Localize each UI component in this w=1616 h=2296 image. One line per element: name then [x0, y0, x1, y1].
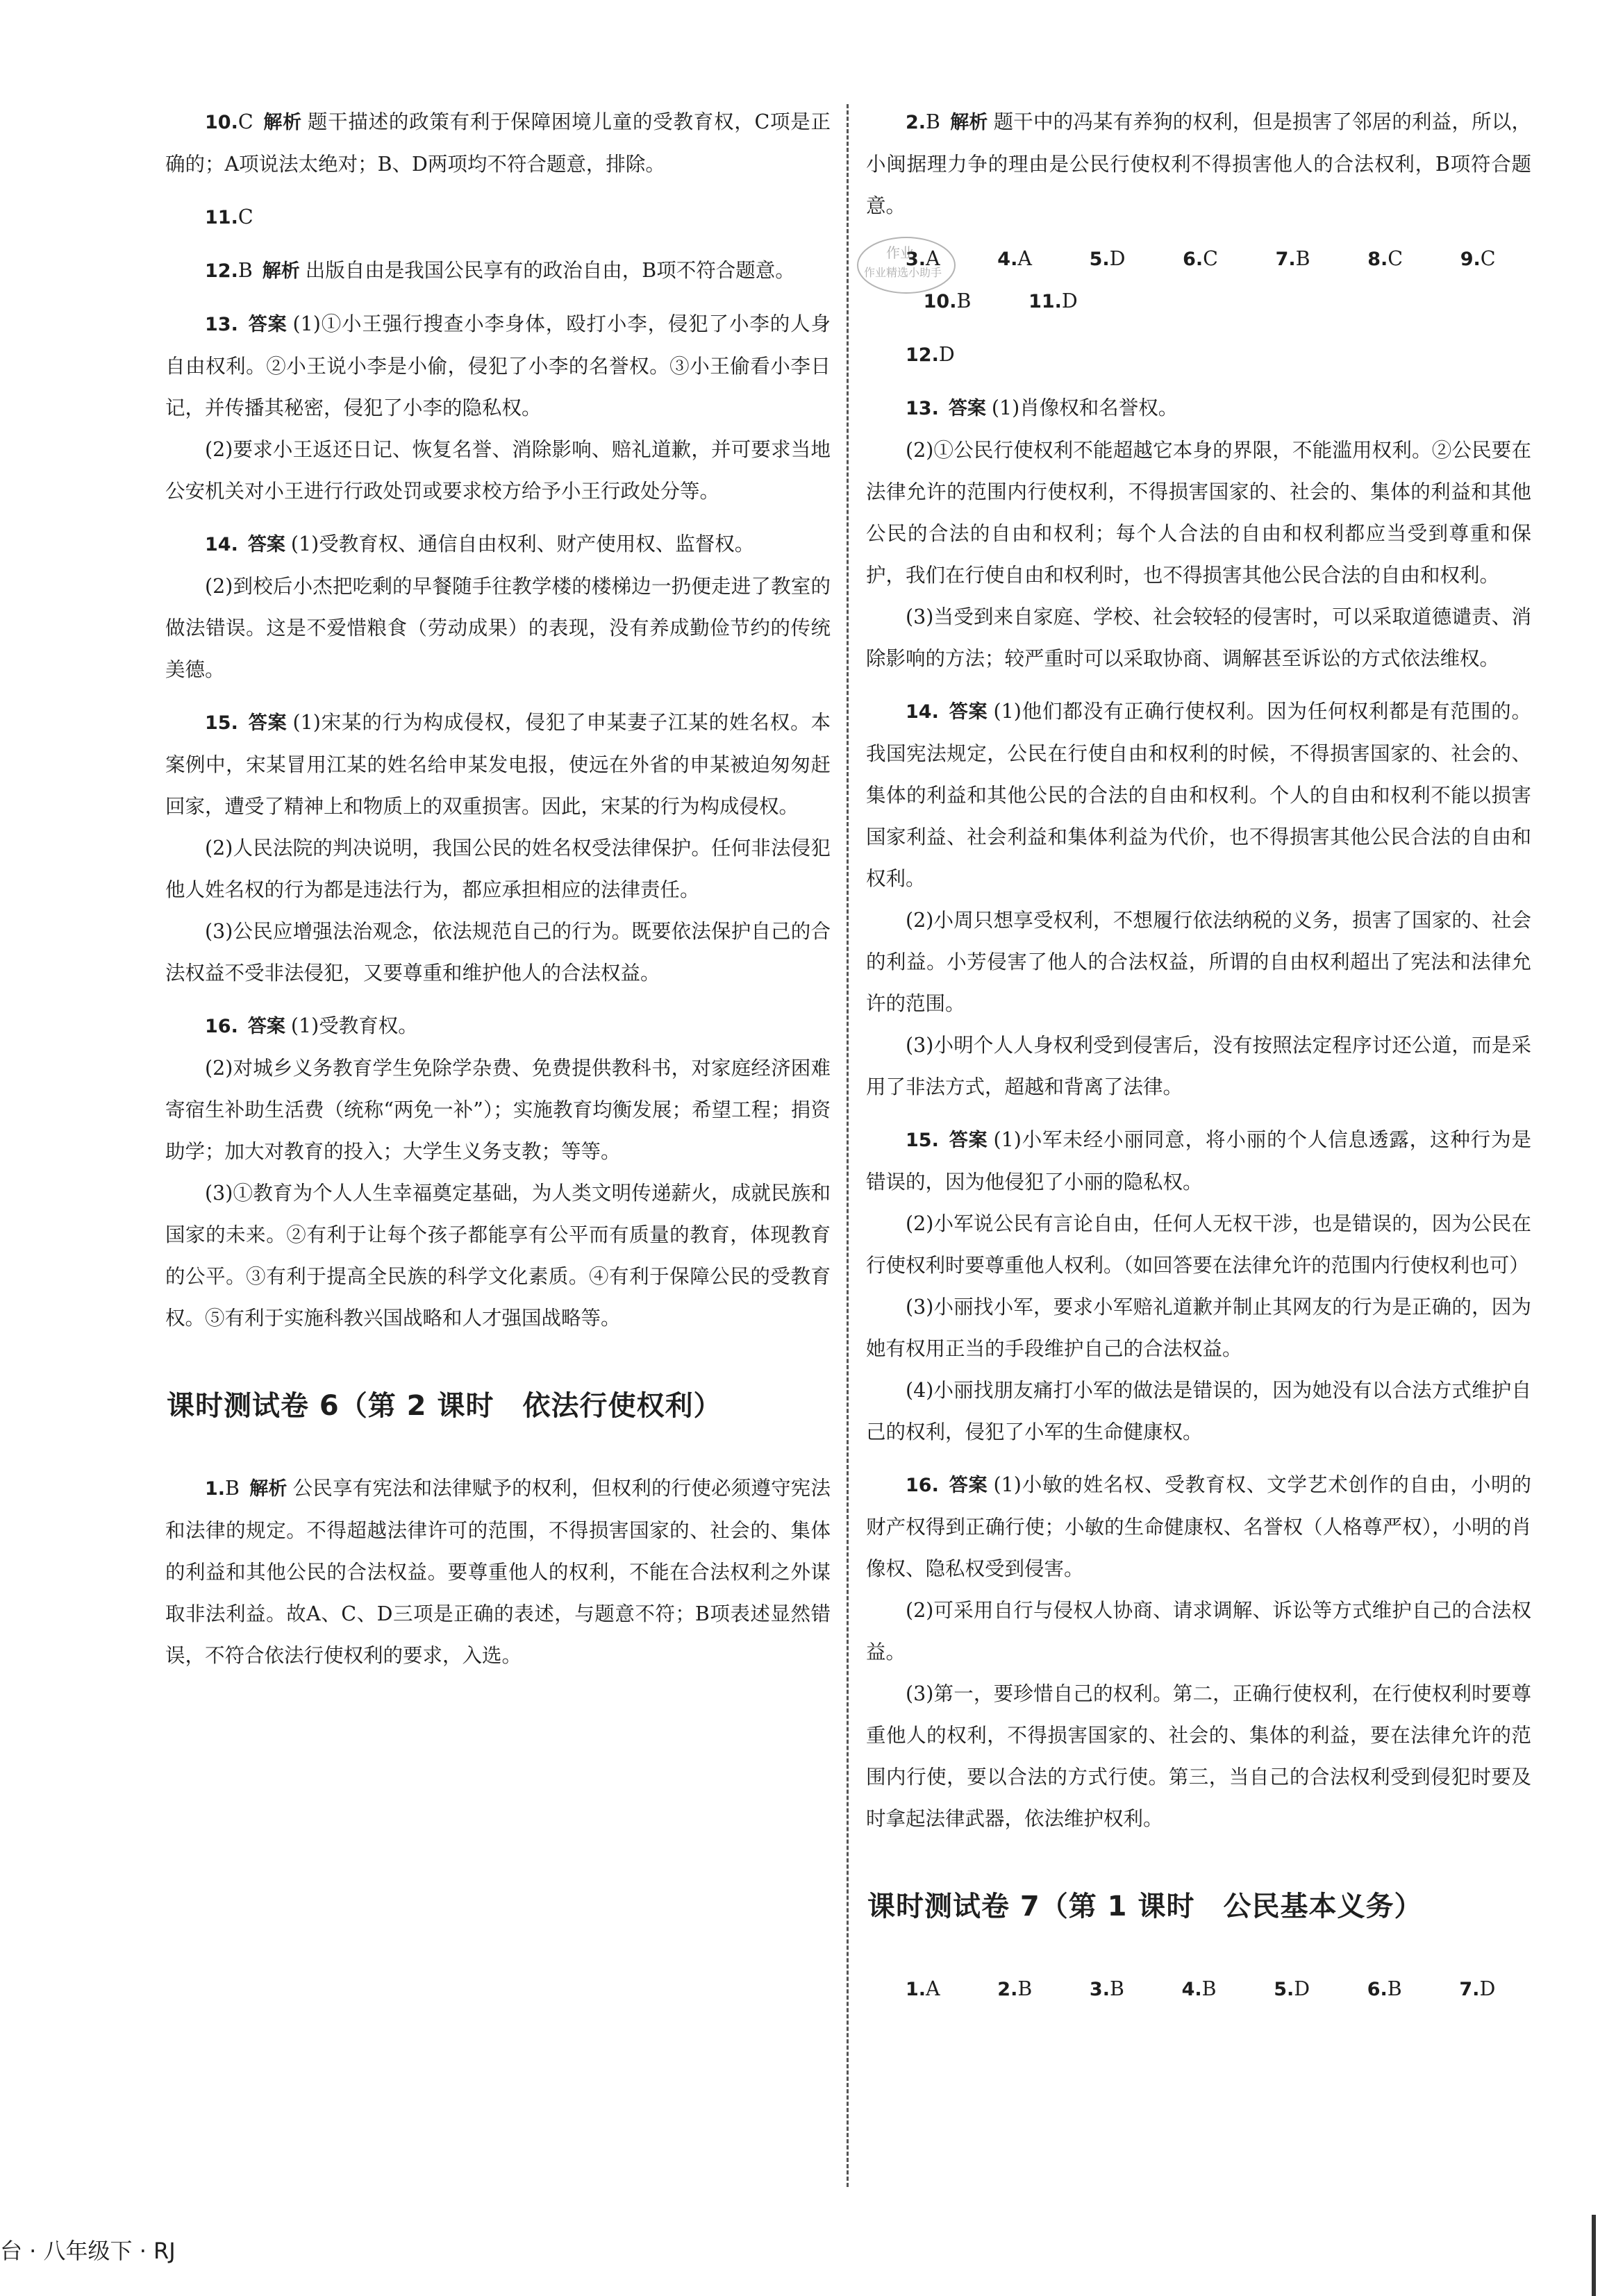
- answer-list-left: [165, 101, 831, 1339]
- answer-label: 解析: [249, 1478, 288, 1500]
- choice-answer: A: [1017, 247, 1032, 270]
- answer-text: (2)小周只想享受权利，不想履行依法纳税的义务，损害了国家的、社会的利益。小芳侵害了他人的合法权益，所谓的自由权利超出了宪法和法律允许的范围。: [866, 909, 1531, 1015]
- answer-text: (2)到校后小杰把吃剩的早餐随手往教学楼的楼梯边一扔便走进了教室的做法错误。这是不爱惜粮食（劳动成果）的表现，没有养成勤俭节约的传统美德。: [165, 575, 831, 681]
- quick-answer: [1419, 1968, 1495, 2011]
- answer-subitem: [866, 1287, 1531, 1370]
- answer-text: (3)当受到来自家庭、学校、社会较轻的侵害时，可以采取道德谴责、消除影响的方法；较严重时可以采取协商、调解甚至诉讼的方式依法维权。: [866, 605, 1531, 670]
- answer-subitem: [866, 1203, 1531, 1287]
- question-number: 11.: [205, 207, 238, 228]
- answer-label: 解析: [262, 260, 300, 282]
- answer-label: 答案: [948, 701, 988, 723]
- quick-answer: [1236, 238, 1310, 280]
- quick-answer: [1142, 1968, 1217, 2011]
- choice-answer: D: [1479, 1977, 1496, 2000]
- choice-answer: C: [1388, 247, 1403, 270]
- question-number: 9.: [1460, 249, 1481, 270]
- answer-text: 题干中的冯某有养狗的权利，但是损害了邻居的利益，所以，小闽据理力争的理由是公民行使权利不得损害他人的合法权利，B项符合题意。: [866, 110, 1531, 217]
- question-number: 3.: [1089, 1979, 1110, 2000]
- question-number: 14.: [205, 534, 238, 555]
- answer-subitem: [165, 828, 831, 911]
- question-number: 3.: [906, 249, 926, 270]
- question-number: 7.: [1275, 249, 1296, 270]
- answer-item: [165, 523, 831, 566]
- choice-answer: D: [938, 343, 955, 366]
- answer-text: 题干描述的政策有利于保障困境儿童的受教育权，C项是正确的；A项说法太绝对；B、D两项均不符合题意，排除。: [165, 110, 831, 176]
- choice-answer: C: [1203, 247, 1218, 270]
- answer-list-right-2: [866, 387, 1531, 1840]
- choice-answer: B: [956, 290, 972, 312]
- quick-answers-row-2: [866, 334, 1531, 376]
- answer-item: [866, 387, 1531, 430]
- quick-answer: [1050, 238, 1126, 280]
- answer-subitem: [866, 1370, 1531, 1453]
- choice-answer: B: [1109, 1977, 1124, 2000]
- answer-item: [165, 303, 831, 429]
- answer-label: 答案: [948, 1130, 988, 1151]
- answer-text: (1)小敏的姓名权、受教育权、文学艺术创作的自由，小明的财产权得到正确行使；小敏的生命健康权、名誉权（人格尊严权），小明的肖像权、隐私权受到侵害。: [866, 1473, 1532, 1580]
- answer-item: [165, 1005, 831, 1048]
- answer-subitem: [165, 1048, 831, 1173]
- section-heading-6: 课时测试卷 6（第 2 课时 依法行使权利）: [167, 1390, 722, 1422]
- answer-text: (2)小军说公民有言论自由，任何人无权干涉，也是错误的，因为公民在行使权利时要尊重他人权利。（如回答要在法律允许的范围内行使权利也可）: [866, 1212, 1531, 1277]
- right-column: [866, 90, 1531, 2011]
- choice-answer: B: [1295, 247, 1310, 270]
- quick-answer: [1421, 238, 1496, 280]
- choice-answer: B: [225, 1477, 240, 1500]
- answer-text: (1)受教育权、通信自由权利、财产使用权、监督权。: [290, 533, 755, 555]
- answer-subitem: [866, 430, 1531, 596]
- question-number: 8.: [1367, 249, 1388, 270]
- question-number: 6.: [1183, 249, 1203, 270]
- question-number: 1.: [205, 1478, 226, 1500]
- choice-answer: C: [238, 206, 253, 228]
- question-number: 13.: [205, 314, 238, 335]
- question-number: 16.: [205, 1016, 238, 1037]
- quick-answers-row: [866, 238, 1531, 323]
- answer-text: (3)第一，要珍惜自己的权利。第二，正确行使权利，在行使权利时要尊重他人的权利，不得损害国家的、社会的、集体的利益，要在法律允许的范围内行使，要以合法的方式行使。第三，当自己的合法权利受到侵犯时要及时拿起法律武器，依法维护权利。: [866, 1682, 1531, 1830]
- answer-label: 答案: [247, 534, 285, 555]
- answer-subitem: [866, 596, 1531, 680]
- quick-answer: [906, 343, 955, 366]
- answer-label: 解析: [950, 112, 988, 133]
- answer-subitem: [866, 900, 1531, 1025]
- answer-text: (1)受教育权。: [290, 1014, 418, 1037]
- choice-answer: D: [1109, 247, 1126, 270]
- question-number: 11.: [1028, 291, 1062, 312]
- choice-answer: B: [238, 259, 253, 282]
- answer-text: (1)小军未经小丽同意，将小丽的个人信息透露，这种行为是错误的，因为他侵犯了小丽的隐私权。: [866, 1128, 1532, 1193]
- answer-list-left-section6: [165, 1468, 831, 1677]
- answer-subitem: [165, 566, 831, 691]
- choice-answer: A: [926, 247, 940, 270]
- question-number: 5.: [1274, 1979, 1294, 2000]
- question-number: 15.: [205, 712, 238, 734]
- choice-answer: C: [1480, 247, 1496, 270]
- quick-answer: [1143, 238, 1218, 280]
- answer-text: (3)①教育为个人人生幸福奠定基础，为人类文明传递薪火，成就民族和国家的未来。②有利于让每个孩子都能享有公平而有质量的教育，体现教育的公平。③有利于提高全民族的科学文化素质。④有利于保障公民的受教育权。⑤有利于实施科教兴国战略和人才强国战略等。: [165, 1182, 831, 1330]
- answer-text: 公民享有宪法和法律赋予的权利，但权利的行使必须遵守宪法和法律的规定。不得超越法律许可的范围，不得损害国家的、社会的、集体的利益和其他公民的合法权益。要尊重他人的权利，不能在合法权利之外谋取非法利益。故A、C、D三项是正确的表述，与题意不符；B项表述显然错误，不符合依法行使权利的要求，入选。: [165, 1477, 831, 1667]
- question-number: 5.: [1089, 249, 1110, 270]
- answer-text: 出版自由是我国公民享有的政治自由，B项不符合题意。: [305, 259, 795, 282]
- choice-answer: B: [1201, 1977, 1217, 2000]
- question-number: 12.: [205, 260, 238, 282]
- answer-item: [866, 1119, 1531, 1203]
- quick-answer: [958, 1968, 1032, 2011]
- stamp-text-2: 作业精选小助手: [864, 266, 942, 279]
- section-heading-7: 课时测试卷 7（第 1 课时 公民基本义务）: [867, 1891, 1423, 1922]
- choice-answer: C: [238, 110, 253, 133]
- answer-item: [866, 101, 1531, 227]
- answer-subitem: [165, 429, 831, 512]
- page-footer: 台 · 八年级下 · RJ: [0, 2238, 176, 2264]
- answer-item: [866, 1464, 1531, 1590]
- quick-answer: [1234, 1968, 1310, 2011]
- left-column: [165, 90, 831, 1677]
- question-number: 12.: [906, 344, 939, 366]
- answer-text: (4)小丽找朋友痛打小军的做法是错误的，因为她没有以合法方式维护自己的权利，侵犯了小军的生命健康权。: [866, 1379, 1531, 1443]
- question-number: 1.: [906, 1979, 926, 2000]
- answer-text: (2)①公民行使权利不能超越它本身的界限，不能滥用权利。②公民要在法律允许的范围内行使权利，不得损害国家的、社会的、集体的利益和其他公民的合法的自由和权利；每个人合法的自由和权利都应当受到尊重和保护，我们在行使自由和权利时，也不得损害其他公民合法的自由和权利。: [866, 439, 1531, 587]
- answer-subitem: [165, 911, 831, 994]
- quick-answers-section7: [866, 1968, 1531, 2011]
- question-number: 7.: [1459, 1979, 1480, 2000]
- answer-text: (2)人民法院的判决说明，我国公民的姓名权受法律保护。任何非法侵犯他人姓名权的行为都是违法行为，都应承担相应的法律责任。: [165, 837, 831, 901]
- question-number: 14.: [906, 701, 939, 723]
- answer-list-right: [866, 101, 1531, 227]
- answer-item: [866, 691, 1531, 900]
- answer-text: (3)公民应增强法治观念，依法规范自己的行为。既要依法保护自己的合法权益不受非法侵犯，又要尊重和维护他人的合法权益。: [165, 920, 831, 984]
- answer-item: [165, 1468, 831, 1677]
- answer-label: 答案: [247, 1016, 285, 1037]
- question-number: 16.: [906, 1475, 939, 1496]
- answer-text: (1)他们都没有正确行使权利。因为任何权利都是有范围的。我国宪法规定，公民在行使自由和权利的时候，不得损害国家的、社会的、集体的利益和其他公民的合法的自由和权利。个人的自由和权利不能以损害国家利益、社会利益和集体利益为代价，也不得损害其他公民合法的自由和权利。: [866, 700, 1532, 890]
- choice-answer: B: [1017, 1977, 1033, 2000]
- quick-answer: [906, 1977, 940, 2000]
- choice-answer: A: [926, 1977, 940, 2000]
- choice-answer: B: [1387, 1977, 1402, 2000]
- question-number: 4.: [997, 249, 1018, 270]
- answer-text: (1)①小王强行搜查小李身体，殴打小李，侵犯了小李的人身自由权利。②小王说小李是小偷，侵犯了小李的名誉权。③小王偷看小李日记，并传播其秘密，侵犯了小李的隐私权。: [165, 312, 831, 419]
- column-divider: [847, 104, 849, 2187]
- quick-answer: [958, 238, 1032, 280]
- answer-item: [165, 196, 831, 239]
- answer-text: (3)小明个人人身权利受到侵害后，没有按照法定程序讨还公道，而是采用了非法方式，超越和背离了法律。: [866, 1034, 1531, 1098]
- choice-answer: D: [1294, 1977, 1310, 2000]
- choice-answer: B: [926, 110, 940, 133]
- answer-item: [165, 101, 831, 185]
- question-number: 4.: [1181, 1979, 1202, 2000]
- question-number: 13.: [906, 398, 939, 419]
- answer-label: 解析: [263, 112, 302, 133]
- question-number: 10.: [205, 112, 238, 133]
- answer-label: 答案: [948, 1475, 988, 1496]
- question-number: 10.: [923, 291, 957, 312]
- answer-subitem: [866, 1590, 1531, 1673]
- question-number: 2.: [997, 1979, 1018, 2000]
- page-edge: [1592, 2215, 1596, 2296]
- answer-item: [165, 250, 831, 292]
- answer-text: (3)小丽找小军，要求小军赔礼道歉并制止其网友的行为是正确的，因为她有权用正当的手段维护自己的合法权益。: [866, 1296, 1531, 1360]
- answer-item: [165, 702, 831, 828]
- answer-label: 答案: [247, 712, 288, 734]
- answer-subitem: [866, 1025, 1531, 1108]
- answer-text: (2)可采用自行与侵权人协商、请求调解、诉讼等方式维护自己的合法权益。: [866, 1599, 1531, 1664]
- question-number: 6.: [1367, 1979, 1388, 2000]
- quick-answer: [1050, 1968, 1124, 2011]
- question-number: 2.: [906, 112, 926, 133]
- answer-text: (2)对城乡义务教育学生免除学杂费、免费提供教科书，对家庭经济困难寄宿生补助生活费（统称“两免一补”）；实施教育均衡发展；希望工程；捐资助学；加大对教育的投入；大学生义务支教；等等。: [165, 1057, 831, 1163]
- answer-label: 答案: [247, 314, 288, 335]
- answer-subitem: [866, 1673, 1531, 1840]
- answer-stamp: [854, 233, 958, 297]
- stamp-text-1: 作业: [886, 244, 914, 261]
- answer-label: 答案: [948, 398, 986, 419]
- answer-text: (2)要求小王返还日记、恢复名誉、消除影响、赔礼道歉，并可要求当地公安机关对小王进行行政处罚或要求校方给予小王行政处分等。: [165, 438, 831, 503]
- answer-subitem: [165, 1173, 831, 1339]
- choice-answer: D: [1061, 290, 1078, 312]
- answer-text: (1)肖像权和名誉权。: [991, 396, 1178, 419]
- question-number: 15.: [906, 1130, 939, 1151]
- quick-answer: [1328, 1968, 1402, 2011]
- quick-answer: [989, 280, 1078, 323]
- quick-answer: [1328, 238, 1403, 280]
- answer-text: (1)宋某的行为构成侵权，侵犯了申某妻子江某的姓名权。本案例中，宋某冒用江某的姓名给申某发电报，使远在外省的申某被迫匆匆赶回家，遭受了精神上和物质上的双重损害。因此，宋某的行为构成侵权。: [165, 711, 831, 818]
